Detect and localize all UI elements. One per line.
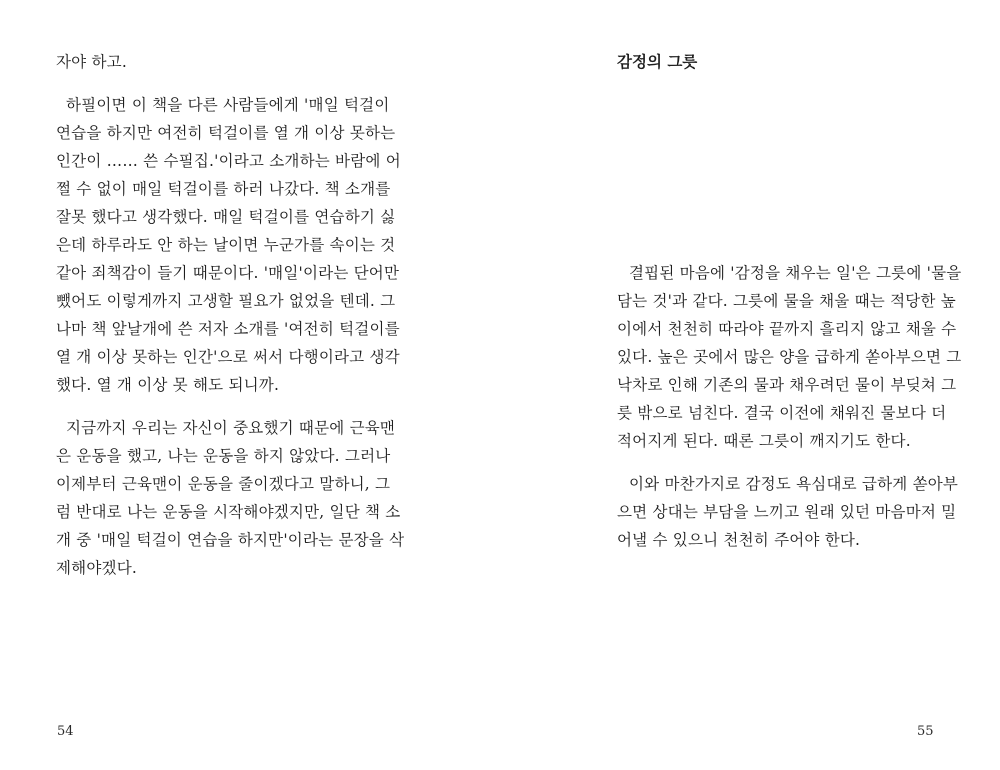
chapter-title: 감정의 그릇 [617, 52, 698, 71]
body-text-line: 이에서 천천히 따라야 끝까지 흘리지 않고 채울 수 [617, 320, 957, 338]
body-text-line: 열 개 이상 못하는 인간'으로 써서 다행이라고 생각 [56, 348, 400, 366]
body-text-line: 이제부터 근육맨이 운동을 줄이겠다고 말하니, 그 [56, 475, 391, 493]
body-text-line: 개 중 '매일 턱걸이 연습을 하지만'이라는 문장을 삭 [56, 531, 405, 549]
body-text-line: 연습을 하지만 여전히 턱걸이를 열 개 이상 못하는 [56, 124, 396, 142]
body-text-line: 자야 하고. [56, 53, 127, 71]
body-text-line: 으면 상대는 부담을 느끼고 원래 있던 마음마저 밀 [617, 503, 957, 521]
body-text-line: 나마 책 앞날개에 쓴 저자 소개를 '여전히 턱걸이를 [56, 320, 400, 338]
page-number-left: 54 [57, 724, 74, 739]
body-text-line: 하필이면 이 책을 다른 사람들에게 '매일 턱걸이 [66, 96, 390, 114]
body-text-line: 제해야겠다. [56, 559, 137, 577]
body-text-line: 인간이 …… 쓴 수필집.'이라고 소개하는 바람에 어 [56, 152, 401, 170]
body-text-line: 릇 밖으로 넘친다. 결국 이전에 채워진 물보다 더 [617, 404, 947, 422]
body-text-line: 결핍된 마음에 '감정을 채우는 일'은 그릇에 '물을 [629, 264, 962, 282]
body-text-line: 럼 반대로 나는 운동을 시작해야겠지만, 일단 책 소 [56, 503, 401, 521]
body-text-line: 은데 하루라도 안 하는 날이면 누군가를 속이는 것 [56, 236, 396, 254]
body-text-line: 잘못 했다고 생각했다. 매일 턱걸이를 연습하기 싫 [56, 208, 396, 226]
body-text-line: 지금까지 우리는 자신이 중요했기 때문에 근육맨 [66, 419, 396, 437]
body-text-line: 낙차로 인해 기존의 물과 채우려던 물이 부딪쳐 그 [617, 376, 957, 394]
body-text-line: 있다. 높은 곳에서 많은 양을 급하게 쏟아부으면 그 [617, 348, 962, 366]
body-text-line: 뺐어도 이렇게까지 고생할 필요가 없었을 텐데. 그 [56, 292, 396, 310]
body-text-line: 은 운동을 했고, 나는 운동을 하지 않았다. 그러나 [56, 447, 391, 465]
body-text-line: 어낼 수 있으니 천천히 주어야 한다. [617, 531, 861, 549]
page-number-right: 55 [917, 724, 934, 739]
body-text-line: 적어지게 된다. 때론 그릇이 깨지기도 한다. [617, 432, 911, 450]
body-text-line: 했다. 열 개 이상 못 해도 되니까. [56, 376, 280, 394]
body-text-line: 쩔 수 없이 매일 턱걸이를 하러 나갔다. 책 소개를 [56, 180, 391, 198]
body-text-line: 담는 것'과 같다. 그릇에 물을 채울 때는 적당한 높 [617, 292, 956, 310]
body-text-line: 이와 마찬가지로 감정도 욕심대로 급하게 쏟아부 [629, 475, 959, 493]
body-text-line: 같아 죄책감이 들기 때문이다. '매일'이라는 단어만 [56, 264, 400, 282]
